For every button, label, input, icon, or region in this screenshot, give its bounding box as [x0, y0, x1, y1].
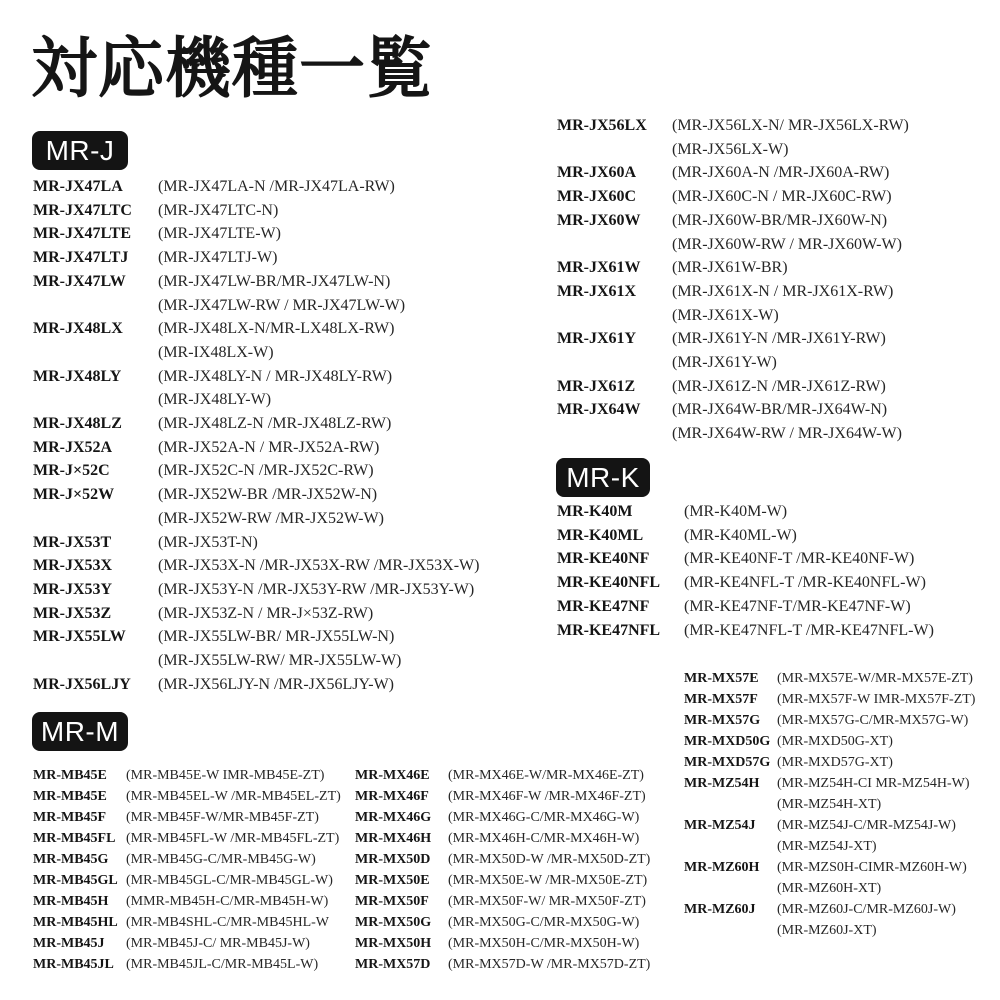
variant-codes: (MR-JX61W-BR)	[672, 259, 788, 277]
model-entry	[33, 786, 341, 807]
variant-list	[126, 807, 319, 828]
variant-codes: (MR-MX46G-C/MR-MX46G-W)	[448, 810, 640, 825]
variant-list	[126, 912, 329, 933]
model-list-mr-k	[557, 500, 934, 642]
variant-codes: (MR-JX48LZ-N /MR-JX48LZ-RW)	[158, 415, 392, 433]
model-number: MR-JX47LTE	[33, 225, 132, 243]
model-number: MR-MB45G	[33, 852, 109, 867]
variant-list	[777, 668, 973, 689]
model-number: MR-KE40NFL	[557, 574, 661, 592]
variant-codes: (MR-MXD57G-XT)	[777, 755, 893, 770]
variant-list	[126, 954, 318, 975]
variant-list	[158, 483, 384, 530]
model-entry	[557, 524, 934, 548]
model-entry	[557, 280, 909, 327]
model-entry	[33, 412, 479, 436]
variant-list	[777, 815, 956, 857]
model-entry	[557, 161, 909, 185]
model-entry	[557, 595, 934, 619]
variant-codes: (MR-JX60A-N /MR-JX60A-RW)	[672, 164, 890, 182]
variant-list	[448, 870, 647, 891]
model-number: MR-MXD50G	[684, 734, 771, 749]
model-number: MR-JX47LA	[33, 178, 123, 195]
variant-list	[777, 857, 967, 899]
variant-codes: (MR-JX52W-RW /MR-JX52W-W)	[158, 509, 384, 527]
variant-codes: (MR-JX53X-N /MR-JX53X-RW /MR-JX53X-W)	[158, 557, 480, 575]
variant-list	[448, 786, 646, 807]
variant-list	[158, 412, 391, 436]
variant-codes: (MR-MB45FL-W /MR-MB45FL-ZT)	[126, 831, 340, 846]
variant-codes: (MR-JX60W-RW / MR-JX60W-W)	[672, 235, 902, 253]
variant-list	[158, 459, 374, 483]
model-entry	[33, 222, 479, 246]
variant-codes: (MR-MX50E-W /MR-MX50E-ZT)	[448, 873, 648, 888]
variant-codes: (MR-JX47LTJ-W)	[158, 249, 278, 267]
variant-list	[777, 752, 893, 773]
model-entry	[33, 578, 479, 602]
model-number: MR-KE47NF	[557, 597, 650, 615]
variant-codes: (MR-MB45JL-C/MR-MB45L-W)	[126, 957, 319, 972]
variant-codes: (MR-MZ54H-XT)	[777, 797, 882, 812]
variant-list	[158, 270, 405, 317]
model-entry	[557, 500, 934, 524]
variant-codes: (MR-K40M-W)	[684, 503, 788, 520]
variant-codes: (MR-MX46F-W /MR-MX46F-ZT)	[448, 789, 646, 804]
variant-codes: (MR-JX56LX-W)	[672, 140, 789, 158]
variant-codes: (MR-JX52A-N / MR-JX52A-RW)	[158, 438, 380, 456]
page-title: 対応機種一覧	[31, 29, 433, 107]
variant-list	[684, 595, 911, 619]
model-entry	[33, 554, 479, 578]
model-list-mr-m-middle	[355, 765, 650, 975]
variant-codes: (MR-JX60W-BR/MR-JX60W-N)	[672, 211, 888, 229]
variant-list	[448, 765, 644, 786]
variant-codes: (MR-KE4NFL-T /MR-KE40NFL-W)	[684, 574, 926, 592]
variant-list	[448, 891, 646, 912]
model-number: MR-MX57F	[684, 692, 758, 707]
variant-list	[126, 933, 310, 954]
model-entry	[33, 625, 479, 672]
model-entry	[557, 547, 934, 571]
variant-codes: (MR-KE47NFL-T /MR-KE47NFL-W)	[684, 621, 934, 639]
model-entry	[33, 270, 479, 317]
model-entry	[684, 668, 975, 689]
model-number: MR-JX48LX	[33, 320, 123, 338]
model-entry	[33, 436, 479, 460]
variant-codes: (MR-MX57F-W IMR-MX57F-ZT)	[777, 692, 976, 707]
variant-list	[158, 602, 373, 626]
model-number: MR-JX61Y	[557, 330, 637, 348]
model-number: MR-MB45E	[33, 768, 107, 783]
model-number: MR-JX47LW	[33, 272, 126, 290]
model-number: MR-JX56LJY	[33, 675, 131, 693]
variant-list	[448, 954, 650, 975]
variant-list	[448, 807, 639, 828]
model-number: MR-MB45JL	[33, 957, 114, 972]
model-entry	[684, 710, 975, 731]
model-number: MR-MZ54H	[684, 776, 760, 791]
model-number: MR-MX46F	[355, 789, 429, 804]
variant-list	[158, 175, 395, 199]
model-entry	[557, 209, 909, 256]
variant-codes: (MR-JX53Z-N / MR-J×53Z-RW)	[158, 604, 374, 622]
model-number: MR-MX46G	[355, 810, 432, 825]
variant-list	[448, 828, 639, 849]
variant-list	[684, 524, 797, 548]
section-badge-mr-m: MR-M	[32, 712, 128, 751]
variant-codes: (MR-MB45E-W IMR-MB45E-ZT)	[126, 768, 325, 783]
variant-codes: (MR-JX52C-N /MR-JX52C-RW)	[158, 462, 374, 480]
model-number: MR-MB45H	[33, 894, 109, 909]
model-number: MR-JX53Z	[33, 604, 112, 622]
variant-codes: (MR-MXD50G-XT)	[777, 734, 893, 749]
variant-list	[126, 849, 316, 870]
variant-codes: (MR-MX57E-W/MR-MX57E-ZT)	[777, 671, 973, 686]
model-entry	[557, 619, 934, 643]
model-entry	[355, 870, 650, 891]
model-entry	[33, 807, 341, 828]
variant-codes: (MR-JX61Y-W)	[672, 354, 777, 372]
variant-list	[684, 619, 934, 643]
model-entry	[355, 849, 650, 870]
model-entry	[684, 752, 975, 773]
variant-list	[672, 280, 893, 327]
model-number: MR-MX50F	[355, 894, 429, 909]
model-number: MR-MX50D	[355, 852, 431, 867]
model-entry	[557, 375, 909, 399]
model-number: MR-JX60A	[557, 164, 637, 182]
variant-list	[126, 786, 341, 807]
model-number: MR-MB45HL	[33, 915, 118, 930]
variant-codes: (MR-JX64W-BR/MR-JX64W-N)	[672, 401, 888, 419]
variant-codes: (MR-JX47LW-BR/MR-JX47LW-N)	[158, 272, 391, 290]
variant-list	[158, 222, 281, 246]
model-entry	[355, 765, 650, 786]
variant-codes: (MR-MB45G-C/MR-MB45G-W)	[126, 852, 316, 867]
variant-list	[672, 256, 788, 280]
model-entry	[33, 891, 341, 912]
model-entry	[557, 114, 909, 161]
variant-list	[126, 870, 333, 891]
model-entry	[33, 828, 341, 849]
variant-codes: (MR-JX61Y-N /MR-JX61Y-RW)	[672, 330, 886, 348]
model-number: MR-JX55LW	[33, 628, 126, 646]
model-number: MR-MXD57G	[684, 755, 771, 770]
variant-codes: (MR-MX46E-W/MR-MX46E-ZT)	[448, 768, 644, 783]
model-entry	[684, 815, 975, 857]
model-number: MR-JX61Z	[557, 377, 636, 395]
model-number: MR-JX47LTC	[33, 201, 132, 219]
model-entry	[33, 483, 479, 530]
variant-codes: (MR-MX50H-C/MR-MX50H-W)	[448, 936, 640, 951]
model-number: MR-JX61X	[557, 282, 637, 300]
variant-list	[684, 500, 787, 524]
model-entry	[33, 317, 479, 364]
model-number: MR-JX53X	[33, 557, 113, 575]
model-entry	[355, 954, 650, 975]
variant-codes: (MR-JX60C-N / MR-JX60C-RW)	[672, 188, 892, 206]
model-entry	[355, 807, 650, 828]
model-entry	[33, 175, 479, 199]
variant-codes: (MR-KE40NF-T /MR-KE40NF-W)	[684, 550, 915, 568]
model-entry	[33, 199, 479, 223]
model-number: MR-MX57E	[684, 671, 759, 686]
model-entry	[684, 731, 975, 752]
variant-list	[158, 365, 392, 412]
variant-codes: (MR-MB4SHL-C/MR-MB45HL-W	[126, 915, 330, 930]
variant-codes: (MR-JX47LTE-W)	[158, 225, 281, 243]
model-number: MR-MZ54J	[684, 818, 756, 833]
variant-list	[158, 578, 474, 602]
model-number: MR-J×52W	[33, 486, 115, 504]
model-number: MR-JX60C	[557, 188, 637, 206]
variant-codes: (MR-JX47LA-N /MR-JX47LA-RW)	[158, 178, 395, 195]
model-entry	[33, 765, 341, 786]
model-number: MR-KE40NF	[557, 550, 650, 568]
model-number: MR-MX50E	[355, 873, 430, 888]
variant-codes: (MMR-MB45H-C/MR-MB45H-W)	[126, 894, 329, 909]
model-number: MR-JX53T	[33, 533, 112, 551]
model-number: MR-JX56LX	[557, 117, 647, 134]
variant-list	[777, 689, 975, 710]
model-entry	[355, 912, 650, 933]
model-number: MR-MX57G	[684, 713, 761, 728]
variant-list	[158, 246, 277, 270]
variant-codes: (MR-JX55LW-BR/ MR-JX55LW-N)	[158, 628, 395, 646]
model-number: MR-MB45FL	[33, 831, 116, 846]
variant-codes: (MR-MZ54J-XT)	[777, 839, 877, 854]
variant-codes: (MR-MX46H-C/MR-MX46H-W)	[448, 831, 640, 846]
variant-codes: (MR-JX53Y-N /MR-JX53Y-RW /MR-JX53Y-W)	[158, 580, 475, 598]
model-entry	[33, 673, 479, 697]
variant-codes: (MR-K40ML-W)	[684, 526, 797, 544]
variant-list	[672, 327, 886, 374]
variant-list	[158, 673, 394, 697]
variant-list	[448, 849, 650, 870]
model-number: MR-MX50H	[355, 936, 432, 951]
model-number: MR-JX53Y	[33, 580, 113, 598]
variant-list	[158, 531, 258, 555]
variant-list	[158, 317, 394, 364]
section-badge-mr-k: MR-K	[556, 458, 650, 497]
model-number: MR-MX46H	[355, 831, 432, 846]
variant-codes: (MR-MZ60H-XT)	[777, 881, 882, 896]
variant-list	[777, 731, 893, 752]
variant-list	[158, 554, 479, 578]
variant-codes: (MR-JX48LY-W)	[158, 391, 272, 409]
variant-codes: (MR-MB45GL-C/MR-MB45GL-W)	[126, 873, 333, 888]
variant-codes: (MR-MZ54J-C/MR-MZ54J-W)	[777, 818, 956, 833]
model-number: MR-MZ60H	[684, 860, 760, 875]
variant-list	[158, 199, 278, 223]
model-entry	[355, 828, 650, 849]
variant-list	[448, 912, 639, 933]
variant-codes: (MR-JX48LY-N / MR-JX48LY-RW)	[158, 367, 393, 385]
variant-list	[126, 891, 328, 912]
variant-codes: (MR-MZ60J-XT)	[777, 923, 877, 938]
variant-list	[672, 398, 902, 445]
model-number: MR-MB45GL	[33, 873, 118, 888]
variant-list	[158, 436, 379, 460]
model-number: MR-J×52C	[33, 462, 110, 480]
model-entry	[33, 954, 341, 975]
model-number: MR-K40M	[557, 503, 633, 520]
variant-codes: (MR-JX61Z-N /MR-JX61Z-RW)	[672, 377, 886, 395]
variant-codes: (MR-JX56LX-N/ MR-JX56LX-RW)	[672, 117, 909, 134]
model-entry	[33, 912, 341, 933]
model-number: MR-MX57D	[355, 957, 431, 972]
variant-codes: (MR-JX61X-N / MR-JX61X-RW)	[672, 282, 894, 300]
model-entry	[557, 571, 934, 595]
variant-list	[684, 571, 926, 595]
model-number: MR-KE47NFL	[557, 621, 661, 639]
model-number: MR-JX61W	[557, 259, 641, 277]
model-entry	[684, 899, 975, 941]
variant-list	[777, 773, 969, 815]
variant-list	[126, 765, 324, 786]
variant-codes: (MR-JX47LW-RW / MR-JX47LW-W)	[158, 296, 406, 314]
model-number: MR-MX50G	[355, 915, 432, 930]
model-list-mr-j-right	[557, 114, 909, 446]
model-entry	[557, 398, 909, 445]
model-number: MR-JX64W	[557, 401, 641, 419]
variant-codes: (MR-JX47LTC-N)	[158, 201, 279, 219]
model-entry	[557, 327, 909, 374]
variant-codes: (MR-JX61X-W)	[672, 306, 779, 324]
model-list-mr-m-left	[33, 765, 341, 975]
model-entry	[33, 365, 479, 412]
model-number: MR-MB45J	[33, 936, 105, 951]
variant-codes: (MR-MB45F-W/MR-MB45F-ZT)	[126, 810, 319, 825]
model-entry	[33, 870, 341, 891]
variant-codes: (MR-IX48LX-W)	[158, 343, 274, 361]
variant-list	[777, 710, 968, 731]
model-number: MR-MX46E	[355, 768, 430, 783]
variant-list	[158, 625, 401, 672]
model-entry	[33, 459, 479, 483]
variant-codes: (MR-MX57D-W /MR-MX57D-ZT)	[448, 957, 651, 972]
model-number: MR-JX52A	[33, 438, 113, 456]
model-entry	[557, 256, 909, 280]
variant-codes: (MR-MX50D-W /MR-MX50D-ZT)	[448, 852, 651, 867]
model-entry	[355, 786, 650, 807]
model-list-mr-j-left	[33, 175, 479, 696]
variant-codes: (MR-MB45J-C/ MR-MB45J-W)	[126, 936, 310, 951]
variant-codes: (MR-JX56LJY-N /MR-JX56LJY-W)	[158, 675, 394, 693]
variant-codes: (MR-MZS0H-CIMR-MZ60H-W)	[777, 860, 967, 875]
variant-codes: (MR-JX55LW-RW/ MR-JX55LW-W)	[158, 652, 402, 670]
variant-codes: (MR-JX52W-BR /MR-JX52W-N)	[158, 486, 378, 504]
variant-list	[126, 828, 339, 849]
section-badge-mr-j: MR-J	[32, 131, 128, 170]
model-number: MR-JX47LTJ	[33, 249, 129, 267]
model-list-mr-m-right	[684, 668, 975, 941]
model-entry	[355, 933, 650, 954]
variant-codes: (MR-MZ60J-C/MR-MZ60J-W)	[777, 902, 956, 917]
model-entry	[33, 602, 479, 626]
variant-codes: (MR-MX50F-W/ MR-MX50F-ZT)	[448, 894, 646, 909]
model-entry	[33, 531, 479, 555]
model-number: MR-MZ60J	[684, 902, 756, 917]
variant-codes: (MR-MX57G-C/MR-MX57G-W)	[777, 713, 969, 728]
model-number: MR-K40ML	[557, 526, 644, 544]
model-entry	[684, 689, 975, 710]
variant-codes: (MR-MZ54H-CI MR-MZ54H-W)	[777, 776, 970, 791]
model-number: MR-JX60W	[557, 211, 641, 229]
variant-codes: (MR-JX53T-N)	[158, 533, 258, 551]
variant-list	[672, 161, 889, 185]
model-entry	[33, 933, 341, 954]
model-number: MR-JX48LZ	[33, 415, 122, 433]
model-entry	[355, 891, 650, 912]
model-entry	[33, 849, 341, 870]
model-entry	[684, 773, 975, 815]
model-entry	[557, 185, 909, 209]
variant-list	[684, 547, 914, 571]
variant-list	[672, 114, 909, 161]
variant-list	[672, 185, 892, 209]
model-entry	[684, 857, 975, 899]
variant-codes: (MR-KE47NF-T/MR-KE47NF-W)	[684, 597, 911, 615]
model-number: MR-MB45E	[33, 789, 107, 804]
variant-codes: (MR-MX50G-C/MR-MX50G-W)	[448, 915, 640, 930]
variant-codes: (MR-JX64W-RW / MR-JX64W-W)	[672, 425, 902, 443]
variant-list	[672, 209, 902, 256]
variant-codes: (MR-MB45EL-W /MR-MB45EL-ZT)	[126, 789, 341, 804]
variant-codes: (MR-JX48LX-N/MR-LX48LX-RW)	[158, 320, 395, 338]
model-number: MR-JX48LY	[33, 367, 122, 385]
variant-list	[672, 375, 886, 399]
model-number: MR-MB45F	[33, 810, 107, 825]
variant-list	[448, 933, 639, 954]
model-entry	[33, 246, 479, 270]
variant-list	[777, 899, 956, 941]
